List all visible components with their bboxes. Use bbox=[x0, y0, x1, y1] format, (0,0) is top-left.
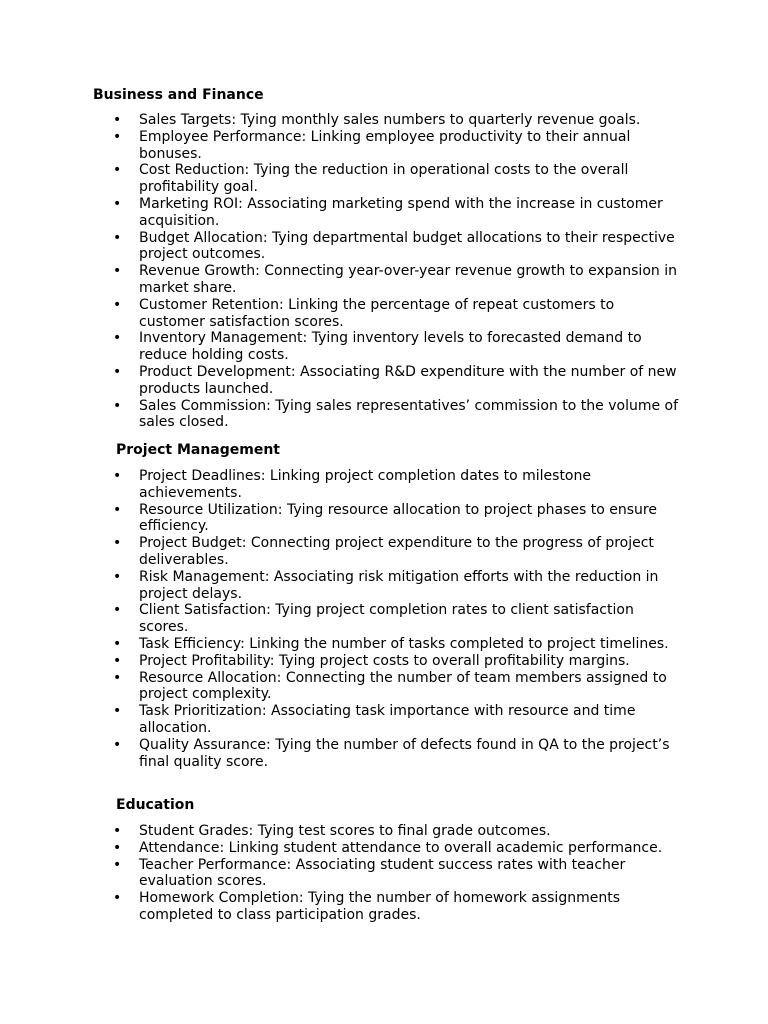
bullet-icon: • bbox=[113, 468, 122, 484]
list-item: • Client Satisfaction: Tying project completion rates to client satisfaction scores. bbox=[113, 602, 634, 636]
bullet-icon: • bbox=[113, 635, 122, 652]
bullet-icon: • bbox=[113, 535, 122, 552]
bullet-icon: • bbox=[113, 229, 122, 246]
bullet-list-education bbox=[113, 823, 683, 924]
list-item: • Homework Completion: Tying the number of homework assignments completed to class participation grades. bbox=[113, 890, 620, 923]
bullet-icon: • bbox=[113, 162, 122, 179]
bullet-icon: • bbox=[113, 703, 122, 720]
bullet-list-business-finance bbox=[113, 112, 683, 431]
list-item: • Risk Management: Associating risk mitigation efforts with the reduction in project delays. bbox=[113, 568, 659, 602]
list-item: • Budget Allocation: Tying departmental budget allocations to their respective project outcomes. bbox=[113, 229, 675, 263]
bullet-icon: • bbox=[113, 669, 122, 686]
list-item: • Revenue Growth: Connecting year-over-year revenue growth to expansion in market share. bbox=[113, 263, 677, 296]
bullet-icon: • bbox=[113, 330, 122, 347]
bullet-icon: • bbox=[113, 652, 122, 669]
list-item: • Sales Targets: Tying monthly sales numbers to quarterly revenue goals. bbox=[113, 112, 641, 128]
list-item: • Task Prioritization: Associating task importance with resource and time allocation. bbox=[113, 703, 636, 736]
bullet-icon: • bbox=[113, 568, 122, 585]
section-heading-project-management: Project Management bbox=[116, 442, 280, 458]
list-item: • Employee Performance: Linking employee productivity to their annual bonuses. bbox=[113, 128, 631, 162]
bullet-icon: • bbox=[113, 128, 122, 145]
list-item: • Student Grades: Tying test scores to final grade outcomes. bbox=[113, 823, 551, 839]
list-item: • Marketing ROI: Associating marketing spend with the increase in customer acquisition. bbox=[113, 195, 663, 229]
list-item: • Sales Commission: Tying sales representatives’ commission to the volume of sales closed. bbox=[113, 397, 679, 431]
list-item: • Quality Assurance: Tying the number of defects found in QA to the project’s final quality score. bbox=[113, 736, 670, 770]
section-heading-education: Education bbox=[116, 797, 195, 813]
bullet-icon: • bbox=[113, 363, 122, 380]
list-item: • Project Deadlines: Linking project completion dates to milestone achievements. bbox=[113, 468, 591, 501]
bullet-icon: • bbox=[113, 823, 122, 839]
list-item: • Project Budget: Connecting project expenditure to the progress of project deliverables. bbox=[113, 535, 654, 568]
bullet-icon: • bbox=[113, 736, 122, 753]
list-item: • Project Profitability: Tying project costs to overall profitability margins. bbox=[113, 652, 630, 669]
bullet-icon: • bbox=[113, 839, 122, 856]
section-heading-business-finance: Business and Finance bbox=[93, 87, 264, 103]
bullet-icon: • bbox=[113, 501, 122, 518]
list-item: • Resource Allocation: Connecting the number of team members assigned to project complexity. bbox=[113, 669, 667, 703]
list-item: • Cost Reduction: Tying the reduction in operational costs to the overall profitability goal. bbox=[113, 162, 629, 196]
list-item: • Task Efficiency: Linking the number of tasks completed to project timelines. bbox=[113, 635, 669, 652]
bullet-icon: • bbox=[113, 296, 122, 313]
bullet-icon: • bbox=[113, 890, 122, 907]
bullet-icon: • bbox=[113, 195, 122, 212]
bullet-icon: • bbox=[113, 602, 122, 619]
bullet-icon: • bbox=[113, 263, 122, 280]
bullet-icon: • bbox=[113, 856, 122, 873]
list-item: • Attendance: Linking student attendance to overall academic performance. bbox=[113, 839, 663, 856]
bullet-icon: • bbox=[113, 397, 122, 414]
list-item: • Customer Retention: Linking the percentage of repeat customers to customer satisfaction scores. bbox=[113, 296, 615, 330]
list-item: • Resource Utilization: Tying resource allocation to project phases to ensure efficiency. bbox=[113, 501, 657, 535]
bullet-list-project-management bbox=[113, 468, 683, 770]
list-item: • Inventory Management: Tying inventory levels to forecasted demand to reduce holding costs. bbox=[113, 330, 642, 364]
list-item: • Teacher Performance: Associating student success rates with teacher evaluation scores. bbox=[113, 856, 626, 890]
bullet-icon: • bbox=[113, 112, 122, 128]
list-item: • Product Development: Associating R&D expenditure with the number of new products launched. bbox=[113, 363, 677, 397]
